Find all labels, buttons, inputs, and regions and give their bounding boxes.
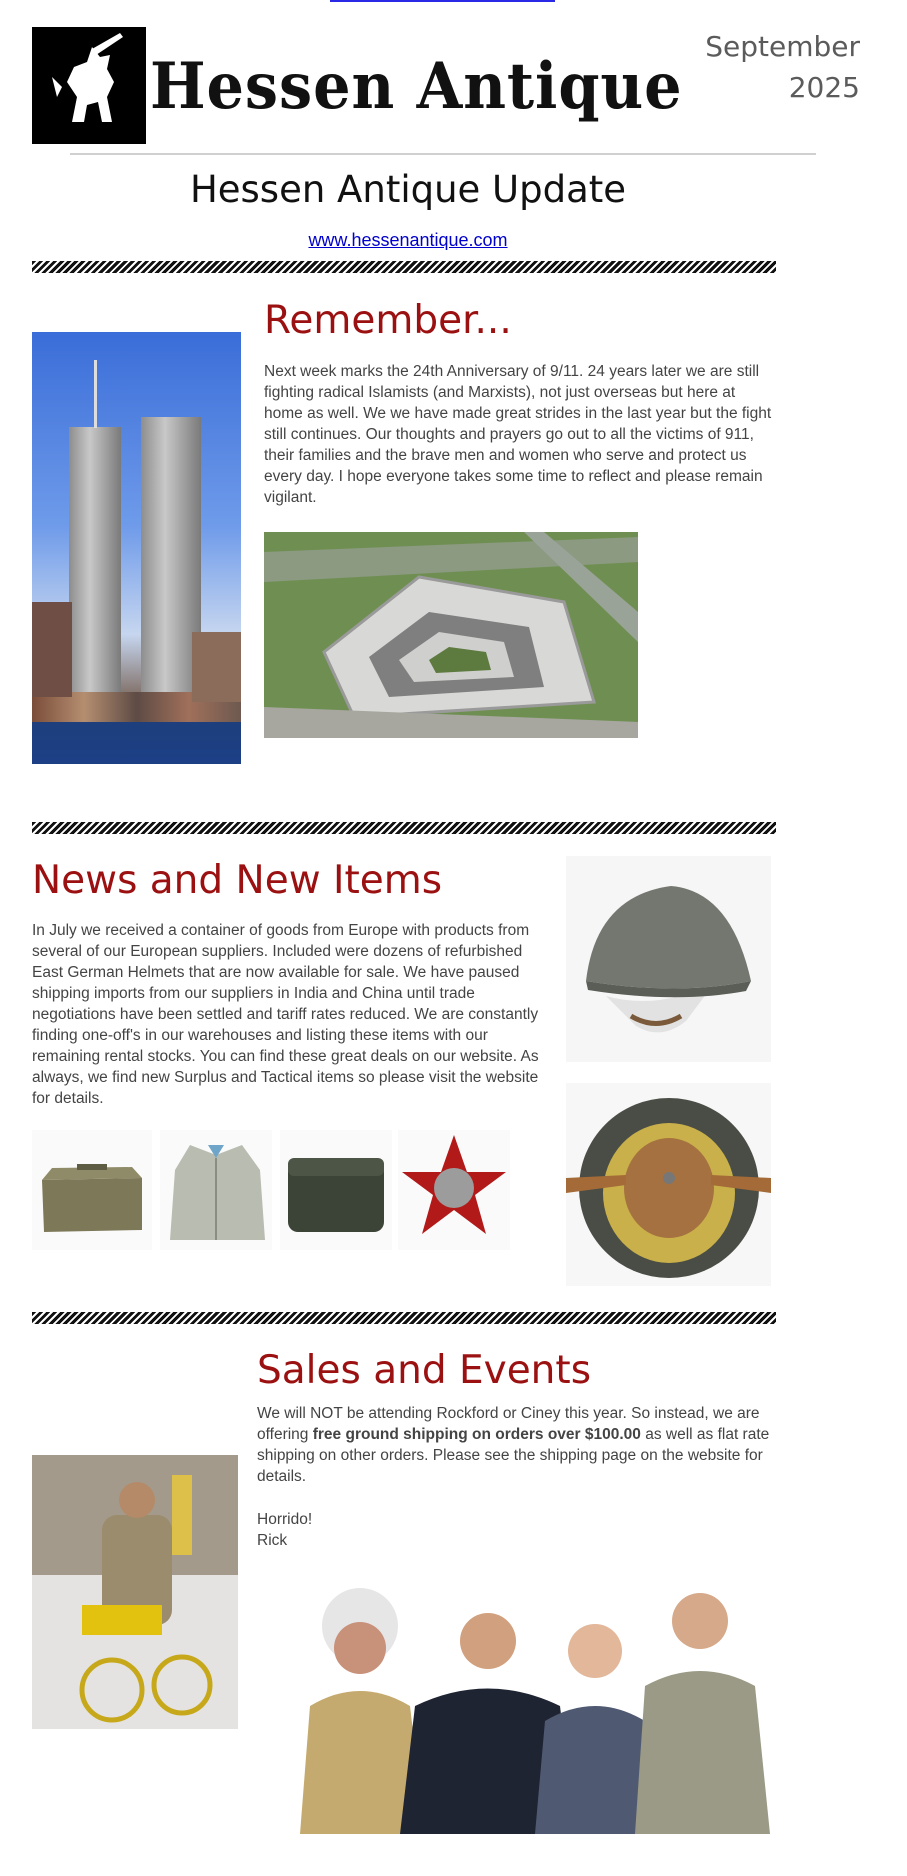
food-container-image <box>280 1130 392 1250</box>
sales-body <box>257 1403 797 1487</box>
sales-signature: Rick <box>257 1532 288 1549</box>
east-german-helmet-side-image <box>566 856 771 1062</box>
issue-month: September <box>705 30 860 63</box>
header-rule <box>70 153 816 155</box>
section-divider <box>32 822 776 834</box>
ammo-box-image <box>32 1130 152 1250</box>
news-title: News and New Items <box>32 858 443 903</box>
sales-body-text-end: as well as flat rate shipping on other orders. Please see the shipping page on the website for details. <box>257 1426 770 1485</box>
pentagon-image <box>264 532 638 738</box>
first-responders-image <box>280 1556 780 1834</box>
red-star-medal-image <box>398 1130 510 1250</box>
free-shipping-offer: free ground shipping on orders over $100.00 <box>312 1426 641 1443</box>
sales-body-text: We will NOT be attending Rockford or Ciney this year. So instead, we are offering <box>257 1405 760 1443</box>
soldier-on-bicycle-image <box>32 1455 238 1729</box>
top-link-underline[interactable] <box>330 0 555 2</box>
news-body: In July we received a container of goods from Europe with products from several of our European suppliers. Included were dozens of refurbished East German Helmets that are now available for sale. We have paused shipping imports from our suppliers in India and China until trade negotiations have been settled and tariff rates reduced. We are constantly finding one-off's in our warehouses and listing these items with our remaining rental stocks. You can find these great deals on our website. As always, we find new Surplus and Tactical items so please visit the website for details. <box>32 922 539 1107</box>
newsletter-title: Hessen Antique Update <box>189 168 627 211</box>
section-divider <box>32 1312 776 1324</box>
issue-year: 2025 <box>788 71 860 104</box>
section-divider <box>32 261 776 273</box>
issue-date <box>660 26 860 108</box>
sales-title: Sales and Events <box>257 1348 592 1393</box>
uniform-jacket-image <box>160 1130 272 1250</box>
lion-logo-icon <box>32 27 146 144</box>
logo-wordmark: Hessen Antique <box>150 49 683 124</box>
east-german-helmet-inside-image <box>566 1083 771 1286</box>
sales-signoff: Horrido! <box>257 1511 313 1528</box>
remember-title: Remember... <box>264 298 512 343</box>
website-link[interactable]: www.hessenantique.com <box>308 230 508 250</box>
remember-body: Next week marks the 24th Anniversary of 9/11. 24 years later we are still fighting radical Islamists (and Marxists), not just overseas but here at home as well. We we have made great strides in the last year but the fight still continues. Our thoughts and prayers go out to all the victims of 911, their families and the brave men and women who serve and protect us every day. I hope everyone takes some time to reflect and please remain vigilant. <box>264 363 772 506</box>
twin-towers-image <box>32 332 241 764</box>
